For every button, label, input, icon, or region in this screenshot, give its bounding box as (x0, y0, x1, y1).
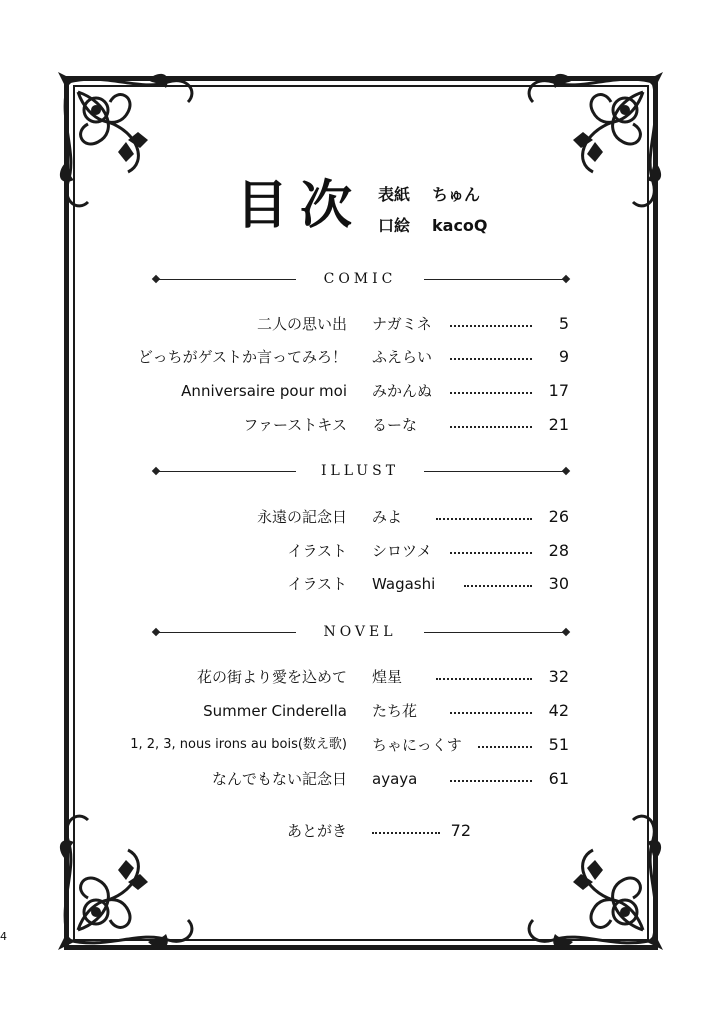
toc-entry-afterword[interactable] (0, 819, 721, 843)
toc-entry[interactable] (0, 733, 721, 757)
entry-title: イラスト (287, 575, 347, 593)
toc-entry[interactable] (0, 699, 721, 723)
cover-artist: ちゅん (432, 185, 481, 204)
entry-author: 煌星 (372, 668, 403, 686)
entry-title: なんでもない記念日 (211, 770, 347, 788)
entry-author: みかんぬ (372, 382, 433, 400)
entry-page: 21 (548, 415, 569, 434)
entry-page: 28 (548, 541, 569, 560)
dot-leader (450, 552, 532, 554)
ornament-corner-top-right (513, 62, 673, 222)
dot-leader (450, 426, 532, 428)
divider-line-right (424, 632, 566, 633)
ornament-corner-top-left (48, 62, 208, 222)
entry-page: 26 (548, 507, 569, 526)
divider-line-left (156, 471, 296, 472)
toc-entry[interactable] (0, 312, 721, 336)
entry-page: 9 (558, 347, 569, 366)
page-number: 4 (0, 930, 7, 943)
toc-entry[interactable] (0, 345, 721, 369)
entry-author: ふえらい (372, 348, 433, 366)
divider-line-left (156, 279, 296, 280)
entry-author: るーな (372, 416, 418, 434)
cover-label: 表紙 (378, 185, 411, 204)
entry-author: ナガミネ (372, 315, 432, 333)
toc-entry[interactable] (0, 767, 721, 791)
section-label: NOVEL (323, 624, 397, 640)
entry-title: Anniversaire pour moi (181, 382, 347, 400)
entry-page: 42 (548, 701, 569, 720)
entry-page: 17 (548, 381, 569, 400)
frontispiece-artist: kacoQ (432, 216, 488, 235)
section-label: COMIC (323, 271, 397, 287)
entry-author: シロツメ (372, 542, 432, 560)
frontispiece-label: 口絵 (378, 216, 411, 235)
entry-title: イラスト (287, 542, 347, 560)
entry-author: ちゃにっくす (372, 736, 462, 754)
entry-title: Summer Cinderella (203, 702, 347, 720)
dot-leader (450, 392, 532, 394)
toc-entry[interactable] (0, 539, 721, 563)
toc-entry[interactable] (0, 379, 721, 403)
entry-title: あとがき (286, 822, 347, 840)
toc-entry[interactable] (0, 572, 721, 596)
entry-title: 永遠の記念日 (256, 508, 347, 526)
entry-page: 30 (548, 574, 569, 593)
divider-line-right (424, 471, 566, 472)
dot-leader (372, 832, 440, 834)
entry-page: 61 (548, 769, 569, 788)
section-label: ILLUST (320, 463, 400, 479)
entry-title: ファーストキス (243, 416, 347, 434)
entry-title: 1, 2, 3, nous irons au bois(数え歌) (130, 737, 347, 752)
dot-leader (450, 325, 532, 327)
dot-leader (450, 780, 532, 782)
entry-title: どっちがゲストか言ってみろ！ (137, 348, 347, 366)
dot-leader (436, 678, 532, 680)
dot-leader (478, 746, 532, 748)
entry-author: みよ (372, 508, 403, 526)
entry-page: 51 (548, 735, 569, 754)
toc-entry[interactable] (0, 665, 721, 689)
dot-leader (436, 518, 532, 520)
entry-author: たち花 (372, 702, 418, 720)
dot-leader (450, 712, 532, 714)
dot-leader (464, 585, 532, 587)
entry-page: 5 (558, 314, 569, 333)
entry-title: 花の街より愛を込めて (196, 668, 347, 686)
entry-title: 二人の思い出 (256, 315, 347, 333)
toc-entry[interactable] (0, 413, 721, 437)
entry-page: 72 (450, 821, 471, 840)
toc-entry[interactable] (0, 505, 721, 529)
divider-line-left (156, 632, 296, 633)
entry-author: Wagashi (372, 575, 436, 593)
dot-leader (450, 358, 532, 360)
divider-line-right (424, 279, 566, 280)
entry-author: ayaya (372, 770, 418, 788)
entry-page: 32 (548, 667, 569, 686)
page-title: 目次 (236, 176, 365, 236)
